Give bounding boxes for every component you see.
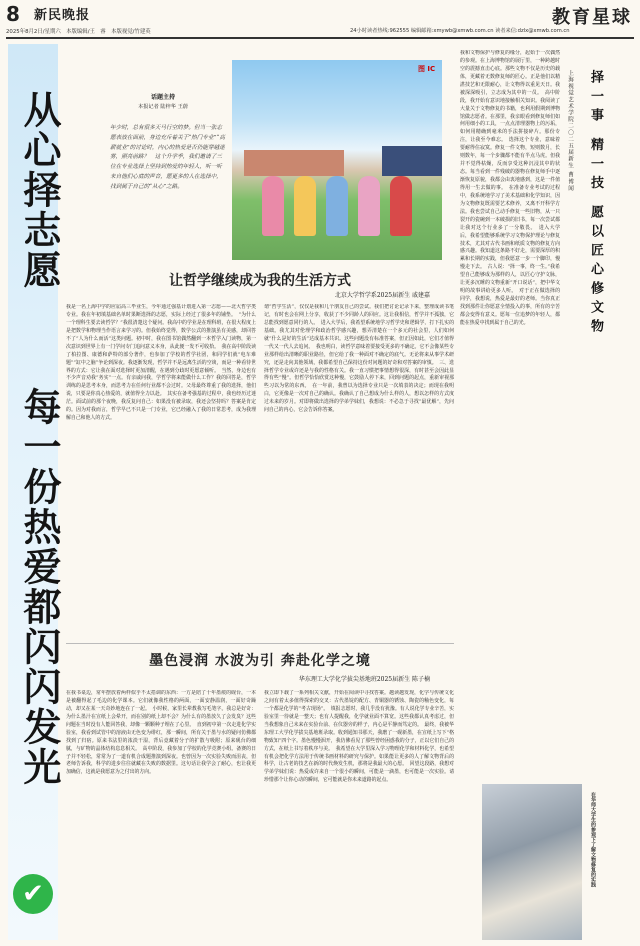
host-label: 话题主持	[150, 94, 175, 101]
date-line: 2025年8月2日/星期六 本版编辑/王 睿 本版视觉/竹建英	[6, 29, 151, 35]
article2-column2: 我立即下载了一系列相关文献，开始在阅读中寻找答案。越读越发现，化学与传统文化之间有着太多值得探索的交叉：古代墨锭的配方、青铜器的锈蚀、陶瓷的釉色变化，每一个都是化学的“考古现场”。 填报志愿时，我几乎没有犹豫。有人说化学专业辛苦，实验室里一待就是一整天；也有人提醒我，化学就业面不算宽。这些我都认真考虑过，但当我想象自己未来在实验台前、在仪器旁的样子，内心是平静而笃定的。 最终，我被华东理工大学化学拔尖基地班录取。收到通知书那天，我磨了一砚新墨，在宣纸上写下“格物致知”四个字。墨色慢慢洇开，我仿佛看见了那些曾经困惑我的分子，正以它们自己的方式，在纸上书写着秩序与美。 我希望在大学里深入学习物理化学和材料化学，也希望有机会把化学方法用于传统书画材料的研究与保护。如果能让更多的人了解文物背后的科学，让古老的技艺在新的时代焕发生机，那将是我最大的心愿。 回望这段路，我想对学弟学妹们说：热爱或许来自一个很小的瞬间，可能是一滴墨，也可能是一次实验。请珍惜那个让你心动的瞬间，它可能就是你未来道路的起点。	[264, 690, 454, 784]
photo-caption: 在华师大学生的参观下了解文物修复的实践	[590, 792, 596, 887]
article3-body: 我和文物保护与修复的缘分，起始于一次偶然的参观。在上海博物馆的展厅里，一种跨越时空的震撼直击心底。那些文物不仅是历史的载体，更藏着无数修复师的匠心。正是他们以精湛技艺和无限耐心，让文物得以重见天日。我被深深吸引，立志成为其中的一员。 高中阶段，我开始有意识地接触相关知识。我阅读了大量关于文物修复的书籍，也利用假期到博物馆做志愿者。在那里，我亲眼看到修复师们如何用细小的工具，一点点清理器物上的污垢，如何用精确到毫米的手法拼接碎片。那份专注，让我至今难忘。 选择这个专业，意味着要耐得住寂寞。修复一件文物，短则数月，长则数年，每一个步骤都不能有半点马虎。但我并不觉得枯燥，反而享受这种沉浸其中的状态。每当看到一件残破的器物在修复师手中逐渐恢复原貌，我都会由衷地感到，这是一件值得用一生去做的事。 在准备专业考试的过程中，我系统地学习了美术基础和化学知识，因为文物修复既需要艺术修养，又离不开科学方法。我也尝试自己动手修复一些旧物，从一只裂开的瓷碗到一本破损的旧书，每一次尝试都让我对这个行业多了一分敬畏。 进入大学后，我希望能够系统学习文物保护理论与修复技术，尤其对古代书画和纸质文物的修复方向感兴趣。我知道这条路不好走，需要深厚的积累和长期的实践，但我愿意一步一个脚印，慢慢走下去。 古人说：“择一事，终一生。”我希望自己能够成为那样的人，以匠心守护文脉，让更多沉睡的文物重新“开口说话”，把中华文明的故事讲给更多人听。 对于正在做选择的同学，我想说，热爱是最好的老师。当你真正找到那件让你愿意全情投入的事，所有的辛苦都会变得有意义。愿每一位追梦的年轻人，都能在热爱中找到属于自己的光。	[460, 50, 560, 326]
theme-banner	[8, 44, 61, 940]
article2-column1: 在我书桌边，常年摆放着两样似乎不太搭调的东西：一方是陪了十年墨痕的砚台，一本是被翻得起了毛边的化学课本。它们就像我性格的两面，一面安静温润，一面好奇躁动，却又在某一天奇妙地连在了一起。 小时候，家里长辈教我写毛笔字。我总是好奇：为什么墨汁在宣纸上会晕开，而在别的纸上却不会？为什么有的墨放久了会发臭？这些问题在当时没有人能回答我，却像一颗颗种子埋在了心里。 直到初中第一次走进化学实验室，我看到试管中的溶液由无色变为绯红，那一瞬间，所有关于墨与水的疑问仿佛都找到了归宿。原来书法里的浓淡干湿，背后竟藏着分子的扩散与吸附；原来砚台的细腻，与矿物的晶体结构息息相关。 高中阶段，我参加了学校的化学竞赛小组。备赛的日子并不轻松，常常为了一道有机合成题推演到深夜。也曾因为一次实验失败而沮丧，但老师告诉我，科学的进步往往就藏在失败的数据里。这句话让我学会了耐心，也让我更加确信，这就是我愿意为之付出的方向。	[66, 690, 256, 776]
student-figure	[326, 176, 348, 236]
article2-title: 墨色浸润 水波为引 奔赴化学之境	[149, 653, 371, 669]
divider	[66, 643, 454, 644]
topic-intro: 年少时，总有很多天马行空的梦。但当一张志愿表放在面前，身边充斥着关于“热门专业”“高薪就业”的讨论时，内心的热爱是否仍能穿越迷雾，照亮前路？ 这个升学季，我们邀请了三位在专业选择上坚持到热爱的年轻人，听一听来自他们心底的声音，愿更多的人在选择中，找到属于自己的“从心”之路。	[110, 125, 225, 190]
article2-byline: 华东理工大学化学拔尖基地班2025届新生 陈子楠	[298, 676, 430, 683]
restoration-photo	[482, 784, 582, 940]
article1-byline: 北京大学哲学系2025届新生 戚建嘉	[334, 292, 430, 299]
contact-line: 24小时读者热线:962555 编辑邮箱:xmywb@xmwb.com.cn 读者来信:dzlx@xmwb.com.cn	[350, 28, 570, 34]
photo-credit: 图 IC	[418, 65, 436, 73]
article1-column2: 谓“哲学生活”，仅仅是我和几个朋友自己的尝试。我们把讨论记录下来，整理成读书笔记，有时也会在网上分享，收获了不少同龄人的回应。这让我相信，哲学并不孤独，它总能找到愿意同行的人。 进入大学后，我希望系统地学习哲学史和逻辑学，打下扎实的基础。我尤其对伦理学和政治哲学感兴趣，想弄清楚在一个多元的社会里，人们如何就“什么是好的生活”达成基本共识。这些问题没有标准答案，但正因如此，它们才值得一代又一代人去追问。 我也明白，读哲学意味着要接受更多的不确定。它不会像某些专业那样给出清晰的职业路径，但它给了我一种面对不确定的底气。无论将来从事学术研究，还是走向其他领域，我都希望自己保持这份对问题的好奇和对答案的审慎。 三、选择哲学专业或许还是与我的性格有关。我一直习惯把事情想得很深，有时甚至会因此显得有些“慢”。但哲学恰恰欣赏这种慢，它鼓励人停下来，回到问题的起点，重新审视那些习以为常的东西。 在一年前，我曾以为选择专业只是一次填表的决定；而现在我明白，它更像是一次对自己的确认。我确认了自己想成为什么样的人，想以怎样的方式度过未来的岁月。对即将做出选择的学弟学妹们，我想说：不必急于寻找“最优解”，先问问自己的内心，它会告诉你答案。	[264, 304, 454, 414]
campus-building	[382, 146, 442, 176]
page-header	[0, 0, 640, 44]
section-title: 教育星球	[552, 7, 632, 28]
green-check-icon: ✔	[13, 874, 53, 914]
student-figure	[390, 176, 412, 236]
student-figure	[358, 176, 380, 236]
article3-title: 择一事 精一技 愿以匠心修文物	[588, 70, 603, 339]
header-rule	[6, 37, 634, 39]
student-figure	[262, 176, 284, 236]
students-photo	[232, 60, 442, 260]
student-figure	[294, 176, 316, 236]
article3-byline: 上海视觉艺术学院二〇二五届新生 曹博闻	[567, 70, 573, 192]
banner-title-bottom: 每一份热爱都闪闪发光	[17, 387, 61, 787]
article1-column1: 我是一名上海中学的应届高三毕业生，今年通过强基计划进入第一志愿——北大哲学类专业。我在年初填基础名单时果断选择的志愿，实际上经过了很多年的铺垫。 “为什么一个理科生要去读哲学？”我很清楚这个疑问。我高中的学业是在理科班，在很大程度上是把数学和物理当作语言来学习的。但我始终觉得，数学公式的推演虽有美感，却回答不了“人为什么而活”这类问题。初中时，我在图书馆偶然翻到一本哲学入门读物，第一次意识到世界上有一门学问专门追问意义本身，从此便一发不可收拾。 我在高中阶段读了柏拉图、康德和萨特的部分著作，也参加了学校的哲学社团，和同学们就“电车难题”“缸中之脑”争论到深夜。我逐渐发现，哲学并不是远离生活的空谈，而是一种看待世界的方式：它让我在面对选择时更加清醒，在遇到分歧时更愿意倾听。 当然，身边也有不少声音劝我“务实”一点。有亲戚问我，学哲学将来能做什么工作？我的回答是，哲学训练的是思考本身，而思考力在任何行业都不会过时。父母最终尊重了我的选择，他们说，只要是你真心热爱的，就值得全力以赴。 其实在备考强基的过程中，我也经历过迷茫。面试前的那个夜晚，我反复问自己：如果没有被录取，我还会坚持吗？答案是肯定的。因为对我而言，哲学早已不只是一门专业，它已经融入了我的日常思考，成为我理解自己和他人的方式。	[66, 304, 256, 422]
masthead: 新民晚报	[34, 8, 91, 23]
campus-building	[244, 150, 344, 176]
page-number: 8	[6, 2, 20, 26]
banner-title-top: 从心择志愿	[17, 90, 61, 290]
article1-title: 让哲学继续成为我的生活方式	[169, 273, 351, 289]
host-byline: 本报记者 陆梓华 王蔚	[138, 104, 188, 110]
